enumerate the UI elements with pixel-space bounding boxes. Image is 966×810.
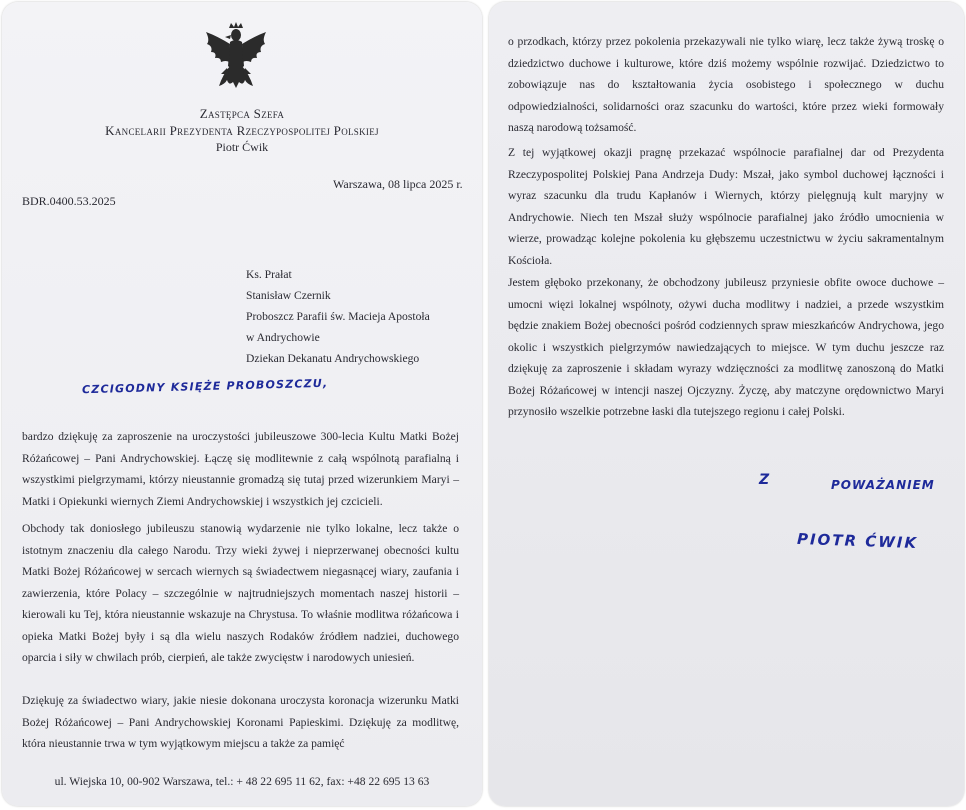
body-paragraph: Z tej wyjątkowej okazji pragnę przekazać wspólnocie parafialnej dar od Prezydenta Rzeczypospolitej Polskiej Pana Andrzeja Dudy: Mszał, jako symbol duchowej łączności i wyraz szacunku dla trudu Kapłanów i Wiernych, którzy pielęgnują kult maryjny w Andrychowie. Niech ten Mszał służy wspólnocie parafialnej jako źródło umocnienia w wierze, prowadząc kolejne pokolenia ku głębszemu uczestnictwu w życiu sakramentalnym Kościoła.: [508, 146, 944, 267]
addressee-line: Dziekan Dekanatu Andrychowskiego: [246, 352, 420, 365]
letter-page-2: [489, 2, 964, 806]
footer-address: ul. Wiejska 10, 00-902 Warszawa, tel.: + 48 22 695 11 62, fax: +48 22 695 13 63: [54, 775, 430, 788]
header-name: Piotr Ćwik: [215, 140, 269, 154]
body-paragraph: o przodkach, którzy przez pokolenia przekazywali nie tylko wiarę, lecz także żywą troskę o dziedzictwo duchowe i kulturowe, które dziś możemy wspólnie rozwijać. Dziedzictwo to zobowiązuje nas do kształtowania życia osobistego i społecznego w duchu odpowiedzialności, solidarności oraz szacunku do wartości, które przez wieki formowały naszą narodową tożsamość.: [508, 35, 944, 134]
addressee-line: Stanisław Czernik: [246, 289, 331, 302]
body-paragraph: Obchody tak doniosłego jubileuszu stanowią wydarzenie nie tylko lokalne, lecz także o istotnym znaczeniu dla całego Narodu. Trzy wieki żywej i nieprzerwanej obecności kultu Matki Bożej Różańcowej w sercach wiernych są świadectwem niegasnącej wiary, zaufania i zawierzenia, które Polacy – szczególnie w najtrudniejszych momentach naszej historii – kierowali ku Tej, która nieustannie wskazuje na Chrystusa. To właśnie modlitwa różańcowa i opieka Matki Bożej były i są dla wielu naszych Rodaków źródłem nadziei, duchowego oparcia i siły w chwilach prób, cierpień, ale także zwycięstw i narodowych uniesień.: [22, 522, 459, 664]
handwritten-closing: POWAŻANIEM: [831, 478, 935, 492]
handwritten-closing-z: Z: [759, 472, 770, 488]
body-paragraph: Jestem głęboko przekonany, że obchodzony jubileusz przyniesie obfite owoce duchowe – umocni więzi lokalnej wspólnoty, ożywi ducha modlitwy i nadziei, a przede wszystkim będzie znakiem Bożej obecności pośród codziennych spraw mieszkańców Andrychowa, jego okolic i wszystkich pielgrzymów nawiedzających to miejsce. W tym duchu jeszcze raz dziękuję za zaproszenie i składam wyrazy wdzięczności za modlitwę zanoszoną do Matki Bożej Różańcowej w intencji naszej Ojczyzny. Życzę, aby matczyne orędownictwo Maryi przynosiło wszelkie potrzebne łaski dla tutejszego regionu i całej Polski.: [508, 276, 944, 418]
addressee-line: Ks. Prałat: [246, 268, 292, 281]
header-title-line1: Zastępca Szefa: [199, 106, 285, 121]
header-title-line2: Kancelarii Prezydenta Rzeczypospolitej Polskiej: [105, 123, 379, 138]
handwritten-salutation: CZCIGODNY KSIĘŻE PROBOSZCZU,: [81, 376, 329, 397]
letter-page-1: [2, 2, 482, 806]
addressee-line: Proboszcz Parafii św. Macieja Apostoła: [246, 310, 430, 323]
reference-number: BDR.0400.53.2025: [22, 194, 116, 208]
handwritten-signature: PIOTR ĆWIK: [796, 529, 919, 553]
addressee-line: w Andrychowie: [246, 331, 320, 344]
body-paragraph: Dziękuję za świadectwo wiary, jakie niesie dokonana uroczysta koronacja wizerunku Matki Bożej Różańcowej – Pani Andrychowskiej Koronami Papieskimi. Dziękuję za modlitwę, która nieustannie trwa w tym wyjątkowym miejscu a także za pamięć: [22, 694, 459, 750]
letter-date: Warszawa, 08 lipca 2025 r.: [333, 177, 463, 191]
polish-eagle-emblem: [203, 22, 269, 98]
body-paragraph: bardzo dziękuję za zaproszenie na uroczystości jubileuszowe 300-lecia Kultu Matki Bożej Różańcowej – Pani Andrychowskiej. Łączę się modlitewnie z całą wspólnotą parafialną i wszystkimi pielgrzymami, którzy nieustannie gromadzą się tutaj przed wizerunkiem Maryi – Matki i Opiekunki wiernych Ziemi Andrychowskiej i wszystkich jej czcicieli.: [22, 430, 459, 508]
addressee-block: [246, 264, 430, 369]
